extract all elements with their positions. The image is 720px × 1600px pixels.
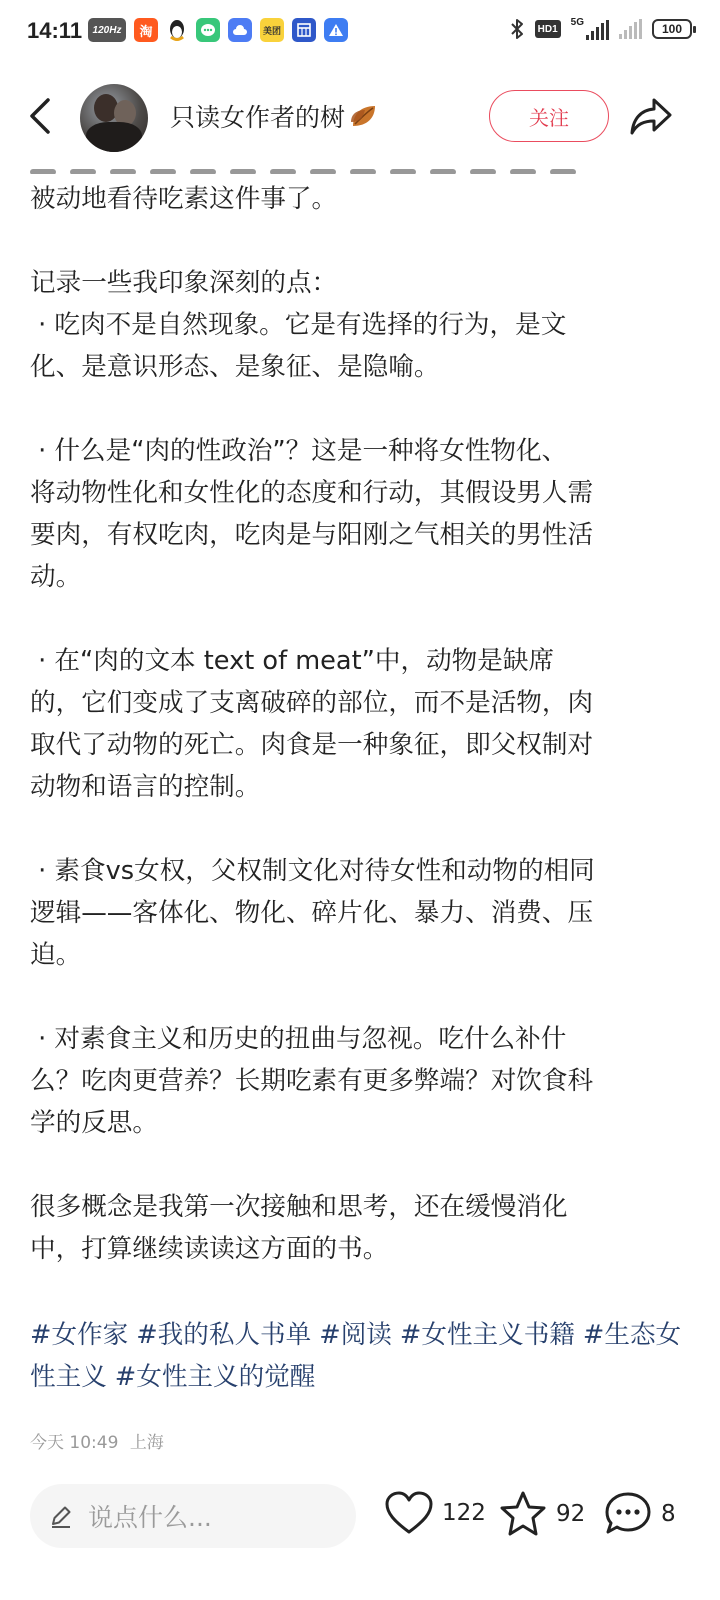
star-icon — [498, 1490, 548, 1538]
favorite-button[interactable] — [498, 1490, 585, 1538]
tag-link[interactable]: #生态女性主义 — [30, 1320, 682, 1392]
signal-icon-sim2 — [619, 19, 642, 39]
paragraph: 很多概念是我第一次接触和思考，还在缓慢消化 中，打算继续读读这方面的书。 — [30, 1192, 568, 1264]
tag-list — [30, 1314, 690, 1398]
calendar-icon — [292, 18, 316, 42]
paragraph: · 对素食主义和历史的扭曲与忽视。吃什么补什 么？吃肉更营养？长期吃素有更多弊端？对饮食科 学的反思。 — [30, 1024, 594, 1138]
chat-app-icon — [196, 18, 220, 42]
tag-link[interactable]: #女性主义的觉醒 — [114, 1362, 316, 1392]
signal-icon — [586, 20, 609, 40]
taobao-icon: 淘 — [134, 18, 158, 42]
tag-link[interactable]: #我的私人书单 — [136, 1320, 312, 1350]
bluetooth-icon — [509, 18, 525, 40]
paragraph: · 在“肉的文本 text of meat”中，动物是缺席 的，它们变成了支离破碎的部位，而不是活物，肉 取代了动物的死亡。肉食是一种象征，即父权制对 动物和语言的控制。 — [30, 646, 594, 802]
bottom-action-bar — [0, 1470, 720, 1600]
hd-icon: HD1 — [535, 20, 561, 38]
status-system-icons — [509, 18, 692, 40]
status-notification-icons — [88, 18, 348, 42]
share-button[interactable] — [628, 96, 674, 138]
network-type-label: 5G — [570, 17, 584, 28]
tag-link[interactable]: #女作家 — [30, 1320, 129, 1350]
avatar[interactable] — [80, 84, 148, 152]
post-location: 上海 — [129, 1433, 164, 1453]
paragraph: 记录一些我印象深刻的点： · 吃肉不是自然现象。它是有选择的行为，是文 化、是意识形态、是象征、是隐喻。 — [30, 268, 567, 382]
like-button[interactable] — [384, 1490, 486, 1536]
favorite-count: 92 — [556, 1501, 586, 1527]
clipped-text-line — [30, 160, 630, 174]
status-bar — [0, 0, 720, 64]
author-name[interactable] — [170, 98, 379, 134]
post-meta — [30, 1428, 164, 1453]
comment-placeholder: 说点什么... — [88, 1503, 212, 1532]
share-icon — [628, 96, 674, 138]
back-button[interactable] — [22, 96, 62, 136]
post-body — [30, 178, 690, 1312]
tag-link[interactable]: #阅读 — [319, 1320, 392, 1350]
warning-icon — [324, 18, 348, 42]
paragraph: 被动地看待吃素这件事了。 — [30, 184, 338, 214]
autumn-leaf-icon — [349, 102, 379, 130]
comment-button[interactable] — [603, 1490, 676, 1538]
paragraph: · 什么是“肉的性政治”？这是一种将女性物化、 将动物性化和女性化的态度和行动，其假设男人需 要肉，有权吃肉，吃肉是与阳刚之气相关的男性活 动。 — [30, 436, 594, 592]
meituan-icon: 美团 — [260, 18, 284, 42]
follow-button[interactable]: 关注 — [489, 90, 609, 142]
back-arrow-icon — [22, 96, 62, 136]
like-count: 122 — [442, 1500, 486, 1526]
battery-icon: 100 — [652, 19, 692, 39]
paragraph: · 素食vs女权，父权制文化对待女性和动物的相同 逻辑——客体化、物化、碎片化、暴力、消费、压 迫。 — [30, 856, 595, 970]
pencil-icon — [48, 1503, 74, 1529]
comment-bubble-icon — [603, 1490, 653, 1538]
author-name-text: 只读女作者的树 — [170, 103, 346, 132]
tag-link[interactable]: #女性主义书籍 — [399, 1320, 575, 1350]
comment-count: 8 — [661, 1501, 676, 1527]
heart-icon — [384, 1490, 434, 1536]
post-header — [0, 72, 720, 162]
qq-icon — [166, 18, 188, 42]
comment-input[interactable] — [30, 1484, 356, 1548]
post-timestamp: 今天 10:49 — [30, 1433, 119, 1453]
status-time: 14:11 — [27, 18, 83, 43]
cloud-icon — [228, 18, 252, 42]
refresh-rate-icon: 120Hz — [88, 18, 126, 42]
